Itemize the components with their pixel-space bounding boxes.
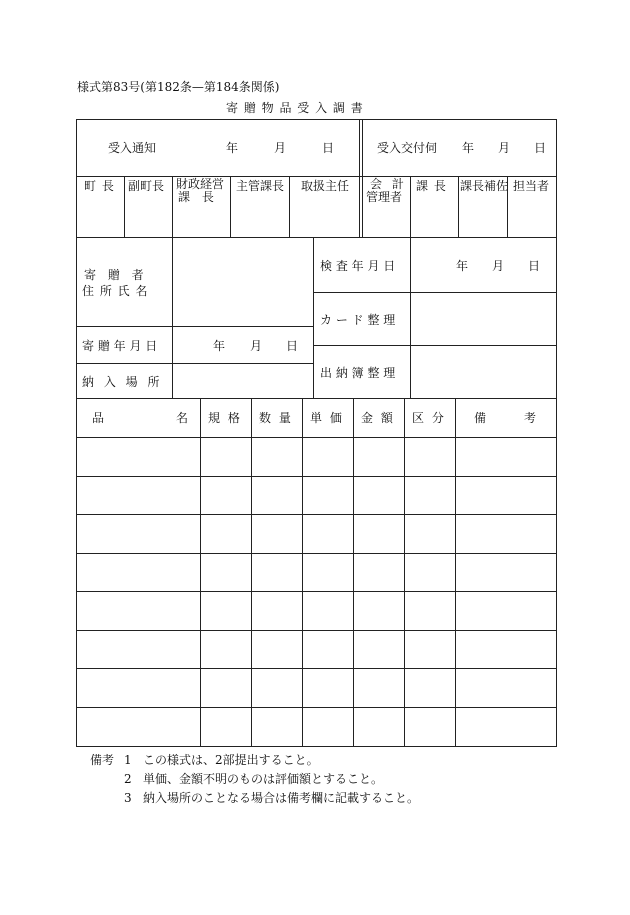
stamp-person: 担当者 — [513, 179, 550, 193]
donor-address-label: 住 所 氏 名 — [82, 284, 149, 298]
inspection-month: 月 — [492, 259, 505, 273]
col-item-name-2: 名 — [176, 411, 189, 425]
col-spec: 規 格 — [208, 411, 242, 425]
stamp-mayor: 町 長 — [84, 179, 115, 193]
col-remarks-2: 考 — [524, 411, 537, 425]
donation-year: 年 — [213, 339, 226, 353]
stamp-finance-1: 財政経営 — [176, 177, 225, 191]
note-3-num: 3 — [124, 791, 132, 805]
col-category: 区 分 — [412, 411, 446, 425]
notice-month: 月 — [274, 141, 287, 155]
delivery-month: 月 — [498, 141, 511, 155]
note-1-num: 1 — [124, 753, 132, 767]
donation-date-label: 寄 贈 年 月 日 — [82, 339, 158, 353]
stamp-accounting-1: 会 計 — [370, 177, 407, 191]
stamp-deputy: 副町長 — [128, 179, 165, 193]
col-remarks-1: 備 — [474, 411, 487, 425]
col-unit-price: 単 価 — [310, 411, 344, 425]
col-item-name-1: 品 — [92, 411, 105, 425]
form-number: 様式第83号(第182条—第184条関係) — [77, 80, 280, 94]
notice-day: 日 — [322, 141, 335, 155]
col-quantity: 数 量 — [259, 411, 293, 425]
inspection-day: 日 — [528, 259, 541, 273]
document-title: 寄 贈 物 品 受 入 調 書 — [226, 101, 364, 115]
card-label: カ ー ド 整 理 — [320, 313, 396, 327]
inspection-date-label: 検 査 年 月 日 — [320, 259, 396, 273]
donation-month: 月 — [250, 339, 263, 353]
notes-prefix: 備考 — [90, 753, 115, 767]
note-1-text: この様式は、2部提出すること。 — [143, 753, 319, 767]
stamp-section-chief: 課 長 — [416, 179, 447, 193]
note-2-text: 単価、金額不明のものは評価額とすること。 — [143, 772, 384, 786]
col-amount: 金 額 — [361, 411, 395, 425]
stamp-finance-2: 課 長 — [178, 190, 218, 204]
delivery-place-label: 納 入 場 所 — [82, 375, 163, 389]
donation-day: 日 — [286, 339, 299, 353]
inspection-year: 年 — [456, 259, 469, 273]
donor-label: 寄 贈 者 — [84, 268, 148, 282]
stamp-accounting-2: 管理者 — [366, 190, 403, 204]
note-3-text: 納入場所のことなる場合は備考欄に記載すること。 — [143, 791, 420, 805]
note-2-num: 2 — [124, 772, 132, 786]
stamp-chief: 主管課長 — [236, 179, 285, 193]
delivery-year: 年 — [462, 141, 475, 155]
notice-label: 受入通知 — [108, 141, 157, 155]
delivery-label: 受入交付伺 — [377, 141, 438, 155]
delivery-day: 日 — [534, 141, 547, 155]
notice-year: 年 — [226, 141, 239, 155]
ledger-label: 出 納 簿 整 理 — [320, 366, 396, 380]
stamp-assistant: 課長補佐 — [460, 179, 509, 193]
stamp-handler: 取扱主任 — [301, 179, 350, 193]
